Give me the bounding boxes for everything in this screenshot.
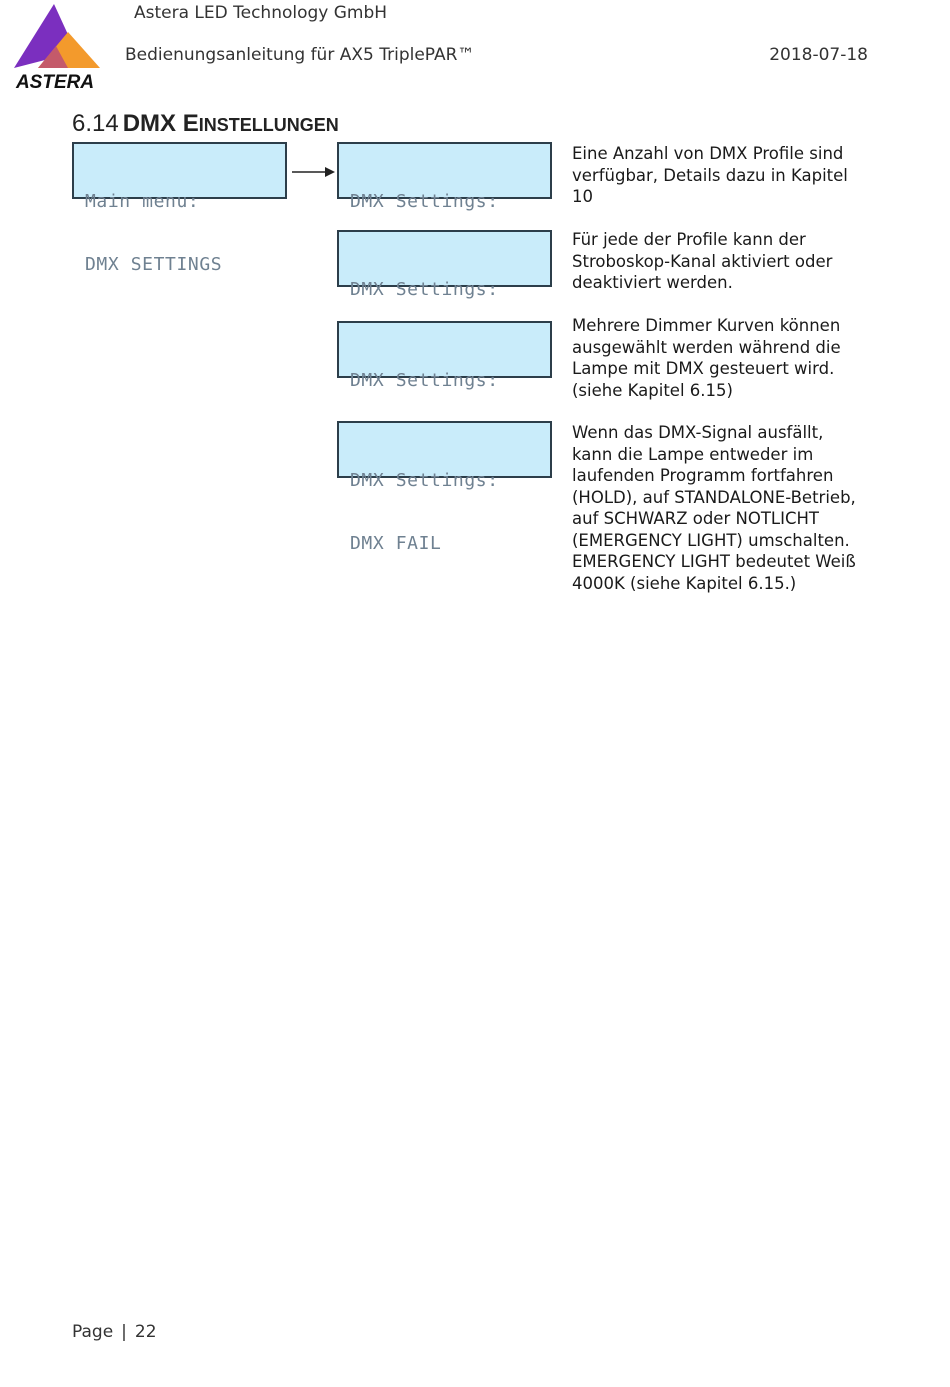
section-heading <box>72 110 339 144</box>
lcd-dimmer-curve <box>337 321 552 391</box>
lcd-line-1: DMX Settings: <box>350 470 499 491</box>
section-number: 6.14 <box>72 110 119 137</box>
document-title: Bedienungsanleitung für AX5 TriplePAR™ <box>125 45 475 65</box>
lcd-line-1: DMX Settings: <box>350 370 499 391</box>
lcd-line-2: DMX FAIL <box>350 533 442 554</box>
lcd-main-menu <box>72 142 287 275</box>
astera-logo <box>6 2 104 92</box>
description-dimmer-curve: Mehrere Dimmer Kurven können ausgewählt werden während die Lampe mit DMX gesteuert wird. (siehe Kapitel 6.15) <box>572 316 841 400</box>
lcd-line-2: DMX SETTINGS <box>85 254 223 275</box>
page-label: Page <box>72 1322 114 1342</box>
arrow-right-icon <box>292 163 336 181</box>
page-separator: | <box>121 1322 127 1342</box>
description-dmx-table: Eine Anzahl von DMX Profile sind verfügbar, Details dazu in Kapitel 10 <box>572 144 848 206</box>
lcd-dmx-table <box>337 142 552 212</box>
lcd-strobe <box>337 230 552 300</box>
lcd-dmx-fail <box>337 421 552 554</box>
logo-text: ASTERA <box>15 72 95 92</box>
description-strobe: Für jede der Profile kann der Stroboskop-Kanal aktiviert oder deaktiviert werden. <box>572 230 833 292</box>
section-title-smallcaps: INSTELLUNGEN <box>198 115 339 135</box>
company-name: Astera LED Technology GmbH <box>134 3 388 23</box>
lcd-line-1: DMX Settings: <box>350 279 499 300</box>
document-date: 2018-07-18 <box>769 45 868 65</box>
section-title <box>123 110 339 137</box>
page-footer <box>72 1322 157 1342</box>
lcd-line-1: DMX Settings: <box>350 191 499 212</box>
section-title-main: DMX E <box>122 110 199 137</box>
description-dmx-fail: Wenn das DMX-Signal ausfällt, kann die Lampe entweder im laufenden Programm fortfahren (HOLD), auf STANDALONE-Betrieb, auf SCHWARZ oder NOTLICHT (EMERGENCY LIGHT) umschalten. EMERGENCY LIGHT bedeutet Weiß 4000K (siehe Kapitel 6.15.) <box>572 423 856 593</box>
lcd-line-1: Main menu: <box>85 191 200 212</box>
page-number: 22 <box>134 1322 157 1342</box>
